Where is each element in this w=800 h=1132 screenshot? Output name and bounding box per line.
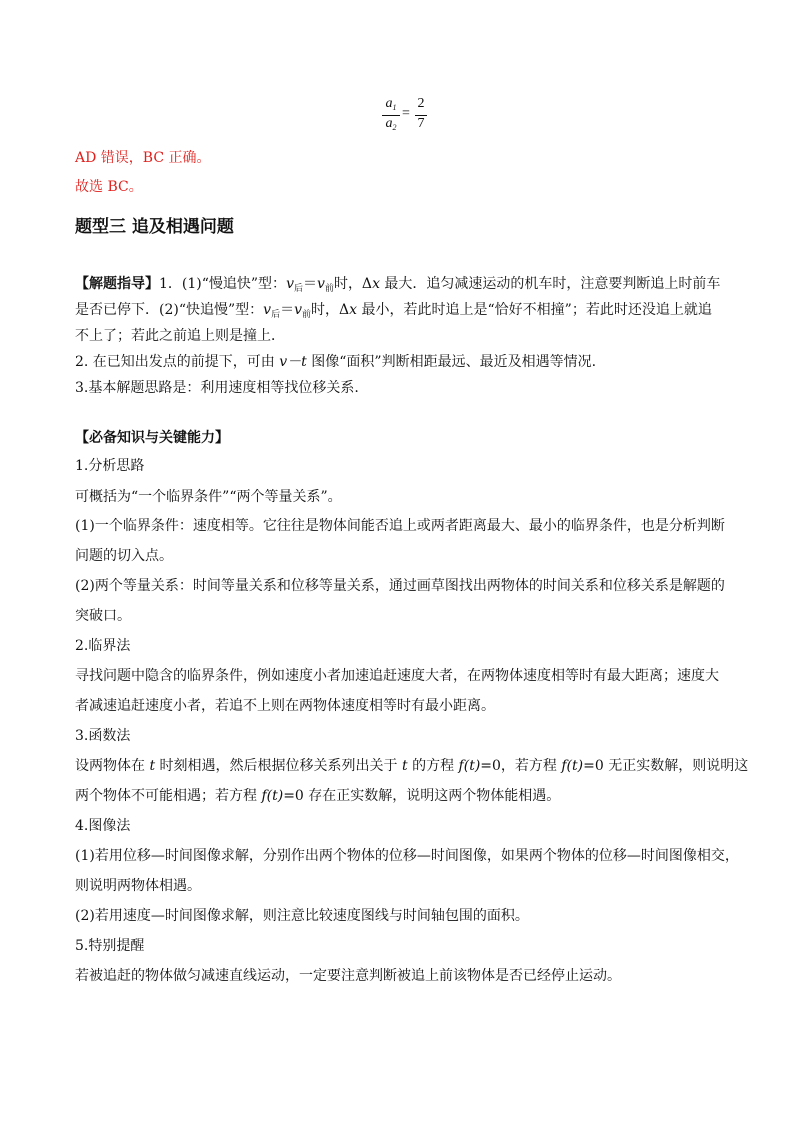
text-line: (2)若用速度—时间图像求解，则注意比较速度图线与时间轴包围的面积。 <box>75 908 529 924</box>
text-line: 寻找问题中隐含的临界条件，例如速度小者加速追赶速度大者，在两物体速度相等时有最大距离；速度大 <box>75 668 719 684</box>
rhs-numerator: 2 <box>417 96 425 111</box>
subheading-3: 3.函数法 <box>75 728 131 744</box>
text-line: (1)若用位移—时间图像求解，分别作出两个物体的位移—时间图像，如果两个物体的位移—时间图像相交， <box>75 848 739 864</box>
answer-line-2: 故选 BC。 <box>75 179 143 195</box>
guide-label: 【解题指导】 <box>75 276 159 292</box>
text-line: 问题的切入点。 <box>75 548 173 564</box>
knowledge-label: 【必备知识与关键能力】 <box>75 430 229 446</box>
subheading-1: 1.分析思路 <box>75 458 145 474</box>
guide-line-4: 2. 在已知出发点的前提下，可由 v－t 图像“面积”判断相距最远、最近及相遇等情况. <box>75 354 597 370</box>
guide-line-2: 是否已停下．(2)“快追慢”型：$v_后=v_前$时，Δx 最小，若此时追上是“恰好不相撞”；若此时还没追上就追 <box>75 302 712 320</box>
formula-numerator: $a_1$ <box>385 96 397 112</box>
text-line: 突破口。 <box>75 608 131 624</box>
text-line: (2)两个等量关系：时间等量关系和位移等量关系，通过画草图找出两物体的时间关系和位移关系是解题的 <box>75 578 725 594</box>
subheading-4: 4.图像法 <box>75 818 131 834</box>
ratio-formula <box>382 96 442 136</box>
text-line: 可概括为“一个临界条件”“两个等量关系”。 <box>75 489 342 505</box>
text-line: 两个物体不可能相遇；若方程 f(t)=0 存在正实数解，说明这两个物体能相遇。 <box>75 788 561 804</box>
guide-line-5: 3.基本解题思路是：利用速度相等找位移关系. <box>75 380 359 396</box>
guide-line-3: 不上了；若此之前追上则是撞上． <box>75 328 285 344</box>
section-title: 题型三 追及相遇问题 <box>75 217 234 237</box>
text-line: 若被追赶的物体做匀减速直线运动，一定要注意判断被追上前该物体是否已经停止运动。 <box>75 968 621 984</box>
answer-line-1: AD 错误，BC 正确。 <box>75 150 211 166</box>
text-line: 者减速追赶速度小者，若追不上则在两物体速度相等时有最小距离。 <box>75 698 495 714</box>
text-line: 设两物体在 t 时刻相遇，然后根据位移关系列出关于 t 的方程 f(t)=0，若方程 f(t)=0 无正实数解，则说明这 <box>75 758 749 774</box>
text-line: (1)一个临界条件：速度相等。它往往是物体间能否追上或两者距离最大、最小的临界条件，也是分析判断 <box>75 518 725 534</box>
subheading-2: 2.临界法 <box>75 638 131 654</box>
text-line: 则说明两物体相遇。 <box>75 878 201 894</box>
rhs-denominator: 7 <box>417 116 425 131</box>
formula-denominator: $a_2$ <box>385 116 397 132</box>
guide-line-1: 【解题指导】1．(1)“慢追快”型：$v_后=v_前$时，Δx 最大．追匀减速运动的机车时，注意要判断追上时前车 <box>75 276 721 294</box>
equals-sign: = <box>402 106 410 121</box>
subheading-5: 5.特别提醒 <box>75 938 145 954</box>
